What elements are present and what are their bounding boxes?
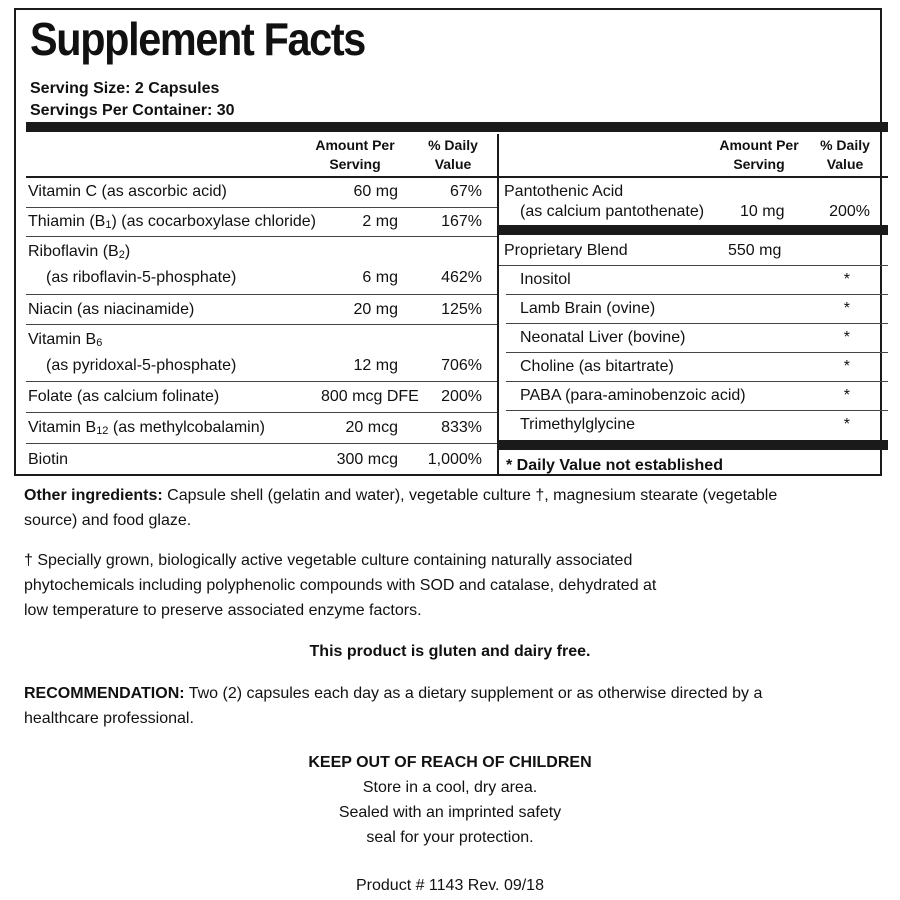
dv-header-line2: Value: [434, 156, 472, 172]
nutrient-name: Pantothenic Acid: [504, 183, 624, 200]
left-amount-header: [310, 136, 400, 174]
row-divider: [499, 265, 888, 266]
nutrient-name: Folate (as calcium folinate): [28, 388, 220, 405]
name-part: ): [124, 243, 131, 260]
amount-header-line2: Serving: [733, 156, 785, 172]
amount-header-line1: Amount Per: [719, 137, 799, 153]
gluten-statement: This product is gluten and dairy free.: [309, 643, 591, 660]
name-part: Vitamin B: [28, 331, 97, 348]
blend-item: PABA (para-aminobenzoic acid): [520, 387, 746, 404]
row-divider: [26, 381, 497, 382]
nutrient-amount: 800 mcg DFE: [321, 388, 419, 405]
dagger-note-line: † Specially grown, biologically active vegetable culture containing naturally associated: [24, 552, 633, 569]
row-divider: [506, 352, 888, 353]
recommendation-label: RECOMMENDATION:: [24, 685, 185, 702]
blend-item: Inositol: [520, 271, 571, 288]
nutrient-amount: 60 mg: [353, 183, 398, 200]
header-divider: [26, 122, 888, 132]
dagger-note-line: phytochemicals including polyphenolic compounds with SOD and catalase, dehydrated at: [24, 577, 657, 594]
blend-item-dv: *: [843, 358, 850, 375]
row-divider: [506, 410, 888, 411]
nutrient-amount: 10 mg: [740, 203, 785, 220]
blend-item-dv: *: [843, 387, 850, 404]
nutrient-name: [28, 212, 316, 233]
blend-item: Choline (as bitartrate): [520, 358, 674, 375]
row-divider: [506, 294, 888, 295]
row-divider: [26, 443, 497, 444]
nutrient-amount: 300 mcg: [336, 451, 398, 468]
name-part: Vitamin B: [28, 419, 97, 436]
blend-name: Proprietary Blend: [504, 242, 628, 259]
right-header-rule: [499, 176, 888, 178]
section-bar: [499, 225, 888, 235]
name-subscript: 2: [118, 249, 125, 261]
name-part: (as methylcobalamin): [108, 419, 265, 436]
nutrient-dv: 200%: [441, 388, 482, 405]
nutrient-dv: 200%: [829, 203, 870, 220]
servings-per-container: Servings Per Container: 30: [30, 102, 235, 119]
name-subscript: 12: [96, 425, 109, 437]
dv-header-line2: Value: [826, 156, 864, 172]
seal-line: Sealed with an imprinted safety: [338, 804, 562, 821]
serving-size: Serving Size: 2 Capsules: [30, 80, 220, 97]
storage-line: Store in a cool, dry area.: [362, 779, 538, 796]
nutrient-name: Biotin: [28, 451, 69, 468]
row-divider: [506, 323, 888, 324]
other-ingredients-text: Capsule shell (gelatin and water), vegetable culture †, magnesium stearate (vegetable: [162, 487, 778, 504]
name-part: ) (as cocarboxylase chloride): [111, 213, 317, 230]
nutrient-source: (as calcium pantothenate): [520, 203, 705, 220]
page-title: Supplement Facts: [30, 13, 365, 65]
blend-item-dv: *: [843, 329, 850, 346]
nutrient-amount: 20 mg: [353, 301, 398, 318]
nutrient-source: (as pyridoxal-5-phosphate): [46, 357, 237, 374]
left-header-rule: [26, 176, 497, 178]
nutrient-name: Vitamin C (as ascorbic acid): [28, 183, 227, 200]
dv-header-line1: % Daily: [820, 137, 870, 153]
other-ingredients-line2: source) and food glaze.: [24, 512, 192, 529]
dv-header-line1: % Daily: [428, 137, 478, 153]
blend-item: Lamb Brain (ovine): [520, 300, 656, 317]
column-separator: [497, 134, 499, 474]
nutrient-name: [28, 330, 102, 351]
blend-item: Neonatal Liver (bovine): [520, 329, 686, 346]
nutrient-dv: 125%: [441, 301, 482, 318]
name-part: Thiamin (B: [28, 213, 106, 230]
recommendation: [24, 681, 884, 731]
amount-header-line1: Amount Per: [315, 137, 395, 153]
right-dv-header: [810, 136, 880, 174]
row-divider: [26, 207, 497, 208]
name-part: Riboflavin (B: [28, 243, 119, 260]
nutrient-dv: 462%: [441, 269, 482, 286]
dagger-note-line: low temperature to preserve associated enzyme factors.: [24, 602, 422, 619]
blend-amount: 550 mg: [728, 242, 782, 259]
blend-item: Trimethylglycine: [520, 416, 635, 433]
nutrient-name: [28, 242, 130, 263]
nutrient-name: Niacin (as niacinamide): [28, 301, 195, 318]
nutrient-dv: 1,000%: [427, 451, 482, 468]
recommendation-line2: healthcare professional.: [24, 710, 194, 727]
nutrient-amount: 12 mg: [353, 357, 398, 374]
nutrient-name: [28, 418, 265, 439]
recommendation-text: Two (2) capsules each day as a dietary supplement or as otherwise directed by a: [184, 685, 763, 702]
blend-item-dv: *: [843, 300, 850, 317]
right-amount-header: [714, 136, 804, 174]
product-number: Product # 1143 Rev. 09/18: [356, 877, 544, 894]
row-divider: [506, 381, 888, 382]
nutrient-amount: 20 mcg: [345, 419, 398, 436]
supplement-facts-panel: [14, 8, 882, 476]
row-divider: [26, 294, 497, 295]
nutrient-dv: 833%: [441, 419, 482, 436]
row-divider: [26, 324, 497, 325]
nutrient-dv: 67%: [449, 183, 482, 200]
other-ingredients-line1: [24, 483, 884, 508]
nutrient-dv: 167%: [441, 213, 482, 230]
nutrient-dv: 706%: [441, 357, 482, 374]
row-divider: [26, 236, 497, 237]
amount-header-line2: Serving: [329, 156, 381, 172]
dagger-note: [24, 548, 884, 623]
seal-line: seal for your protection.: [366, 829, 534, 846]
recommendation-line1: [24, 681, 884, 706]
nutrient-amount: 2 mg: [362, 213, 398, 230]
row-divider: [26, 412, 497, 413]
blend-item-dv: *: [843, 271, 850, 288]
blend-item-dv: *: [843, 416, 850, 433]
warning-block: [0, 750, 900, 850]
other-ingredients-label: Other ingredients:: [24, 487, 163, 504]
name-subscript: 1: [105, 219, 112, 231]
nutrient-source: (as riboflavin-5-phosphate): [46, 269, 237, 286]
warning-title: KEEP OUT OF REACH OF CHILDREN: [308, 754, 592, 771]
section-bar: [499, 440, 888, 450]
other-ingredients: [24, 483, 884, 533]
name-subscript: 6: [96, 337, 103, 349]
left-dv-header: [414, 136, 492, 174]
nutrient-amount: 6 mg: [362, 269, 398, 286]
dv-footnote: * Daily Value not established: [506, 457, 723, 474]
